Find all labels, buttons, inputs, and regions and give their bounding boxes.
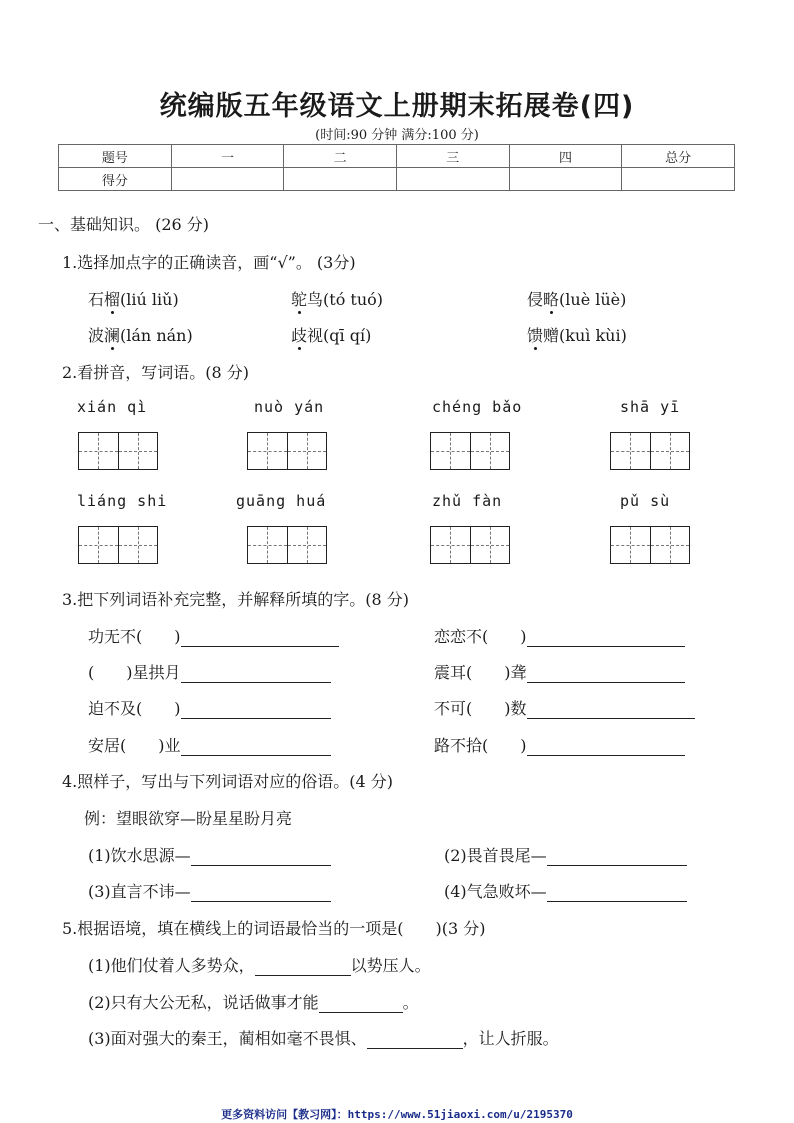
q3-item bbox=[434, 733, 685, 756]
question-2-prompt: 2.看拼音，写词语。(8 分) bbox=[62, 363, 250, 382]
answer-line[interactable] bbox=[181, 630, 339, 647]
question-5-prompt: 5.根据语境，填在横线上的词语最恰当的一项是( )(3 分) bbox=[62, 919, 486, 938]
writing-grid[interactable] bbox=[610, 432, 690, 470]
q5-sentence bbox=[88, 1026, 559, 1049]
question-1-prompt: 1.选择加点字的正确读音，画“√”。 (3分) bbox=[62, 253, 356, 272]
q1-item-dotted-char: 鸵 bbox=[291, 290, 308, 309]
answer-line[interactable] bbox=[319, 996, 403, 1013]
writing-grid[interactable] bbox=[430, 526, 510, 564]
q1-item-before: 波 bbox=[88, 326, 105, 345]
answer-line[interactable] bbox=[367, 1032, 463, 1049]
writing-grid[interactable] bbox=[247, 526, 327, 564]
q4-item bbox=[88, 843, 331, 866]
q5-sentence bbox=[88, 990, 419, 1013]
score-table-header: 总分 bbox=[622, 145, 735, 168]
idiom-text: 不可( )数 bbox=[434, 699, 527, 718]
answer-line[interactable] bbox=[527, 666, 685, 683]
writing-grid[interactable] bbox=[247, 432, 327, 470]
score-cell[interactable] bbox=[622, 168, 735, 191]
answer-line[interactable] bbox=[527, 630, 685, 647]
q1-item-dotted-char: 榴 bbox=[104, 290, 121, 309]
sentence-text: (1)他们仗着人多势众， bbox=[88, 956, 255, 975]
q4-item-text: (3)直言不讳— bbox=[88, 882, 191, 901]
idiom-text: ( )星拱月 bbox=[88, 663, 181, 682]
q1-item[interactable] bbox=[88, 323, 193, 346]
score-row-label: 得分 bbox=[59, 168, 172, 191]
answer-line[interactable] bbox=[191, 849, 331, 866]
q4-item-text: (4)气急败坏— bbox=[444, 882, 547, 901]
q3-item bbox=[88, 660, 331, 683]
score-table-header: 题号 bbox=[59, 145, 172, 168]
score-table-header-row bbox=[59, 145, 735, 168]
q1-item-dotted-char: 略 bbox=[543, 290, 560, 309]
pinyin-label: zhǔ fàn bbox=[432, 492, 503, 510]
writing-grid[interactable] bbox=[78, 526, 158, 564]
q1-item-after: (luè lüè) bbox=[559, 290, 627, 309]
score-table-header: 四 bbox=[509, 145, 622, 168]
pinyin-label: nuò yán bbox=[254, 398, 325, 416]
q1-item[interactable] bbox=[527, 287, 626, 310]
q4-example: 例：望眼欲穿—盼星星盼月亮 bbox=[84, 809, 293, 828]
q4-item bbox=[444, 879, 687, 902]
pinyin-label: pǔ sù bbox=[620, 492, 671, 510]
q3-item bbox=[88, 624, 339, 647]
score-cell[interactable] bbox=[396, 168, 509, 191]
writing-grid[interactable] bbox=[78, 432, 158, 470]
q4-item-text: (2)畏首畏尾— bbox=[444, 846, 547, 865]
q3-item bbox=[434, 696, 695, 719]
q1-item-after: 赠(kuì kùi) bbox=[543, 326, 627, 345]
pinyin-label: shā yī bbox=[620, 398, 681, 416]
answer-line[interactable] bbox=[181, 739, 331, 756]
score-table-score-row bbox=[59, 168, 735, 191]
footer-link[interactable]: 更多资料访问【教习网】：https://www.51jiaoxi.com/u/2195370 bbox=[221, 1108, 573, 1121]
q1-item-dotted-char: 歧 bbox=[291, 326, 308, 345]
sentence-text: (3)面对强大的秦王，蔺相如毫不畏惧、 bbox=[88, 1029, 367, 1048]
sentence-text: ，让人折服。 bbox=[462, 1029, 559, 1048]
q4-item bbox=[88, 879, 331, 902]
score-cell[interactable] bbox=[284, 168, 397, 191]
question-4-prompt: 4.照样子，写出与下列词语对应的俗语。(4 分) bbox=[62, 772, 394, 791]
score-table-header: 二 bbox=[284, 145, 397, 168]
idiom-text: 震耳( )聋 bbox=[434, 663, 527, 682]
q1-item[interactable] bbox=[527, 323, 627, 346]
question-3-prompt: 3.把下列词语补充完整，并解释所填的字。(8 分) bbox=[62, 590, 410, 609]
q3-item bbox=[434, 624, 685, 647]
q1-item-dotted-char: 澜 bbox=[104, 326, 121, 345]
idiom-text: 路不拾( ) bbox=[434, 736, 527, 755]
q1-item[interactable] bbox=[291, 323, 371, 346]
answer-line[interactable] bbox=[547, 849, 687, 866]
sentence-text: (2)只有大公无私，说话做事才能 bbox=[88, 993, 319, 1012]
writing-grid[interactable] bbox=[610, 526, 690, 564]
q1-item-after: 鸟(tó tuó) bbox=[307, 290, 384, 309]
q1-item-before: 石 bbox=[88, 290, 105, 309]
answer-line[interactable] bbox=[547, 885, 687, 902]
pinyin-label: liáng shi bbox=[77, 492, 168, 510]
q1-item-before: 侵 bbox=[527, 290, 544, 309]
answer-line[interactable] bbox=[527, 739, 685, 756]
q1-item-after: (liú liǔ) bbox=[120, 290, 179, 309]
score-cell[interactable] bbox=[509, 168, 622, 191]
idiom-text: 迫不及( ) bbox=[88, 699, 181, 718]
answer-line[interactable] bbox=[255, 959, 351, 976]
q3-item bbox=[434, 660, 685, 683]
pinyin-label: xián qì bbox=[77, 398, 148, 416]
score-table-header: 一 bbox=[171, 145, 284, 168]
q1-item[interactable] bbox=[88, 287, 179, 310]
sentence-text: 。 bbox=[402, 993, 419, 1012]
q1-item-dotted-char: 馈 bbox=[527, 326, 544, 345]
sentence-text: 以势压人。 bbox=[350, 956, 431, 975]
exam-info: (时间:90 分钟 满分:100 分) bbox=[315, 128, 479, 143]
answer-line[interactable] bbox=[181, 702, 331, 719]
q1-item[interactable] bbox=[291, 287, 383, 310]
score-table bbox=[58, 144, 735, 191]
answer-line[interactable] bbox=[181, 666, 331, 683]
section-heading-basics: 一、基础知识。 (26 分) bbox=[38, 215, 210, 234]
q4-item-text: (1)饮水思源— bbox=[88, 846, 191, 865]
answer-line[interactable] bbox=[527, 702, 695, 719]
q1-item-after: 视(qī qí) bbox=[307, 326, 372, 345]
q1-item-after: (lán nán) bbox=[120, 326, 193, 345]
idiom-text: 功无不( ) bbox=[88, 627, 181, 646]
q5-sentence bbox=[88, 953, 431, 976]
score-cell[interactable] bbox=[171, 168, 284, 191]
idiom-text: 安居( )业 bbox=[88, 736, 181, 755]
answer-line[interactable] bbox=[191, 885, 331, 902]
q3-item bbox=[88, 733, 331, 756]
score-table-header: 三 bbox=[396, 145, 509, 168]
writing-grid[interactable] bbox=[430, 432, 510, 470]
pinyin-label: chéng bǎo bbox=[432, 398, 523, 416]
idiom-text: 恋恋不( ) bbox=[434, 627, 527, 646]
q3-item bbox=[88, 696, 331, 719]
pinyin-label: guāng huá bbox=[236, 492, 327, 510]
q4-item bbox=[444, 843, 687, 866]
page-title: 统编版五年级语文上册期末拓展卷(四) bbox=[159, 91, 635, 122]
